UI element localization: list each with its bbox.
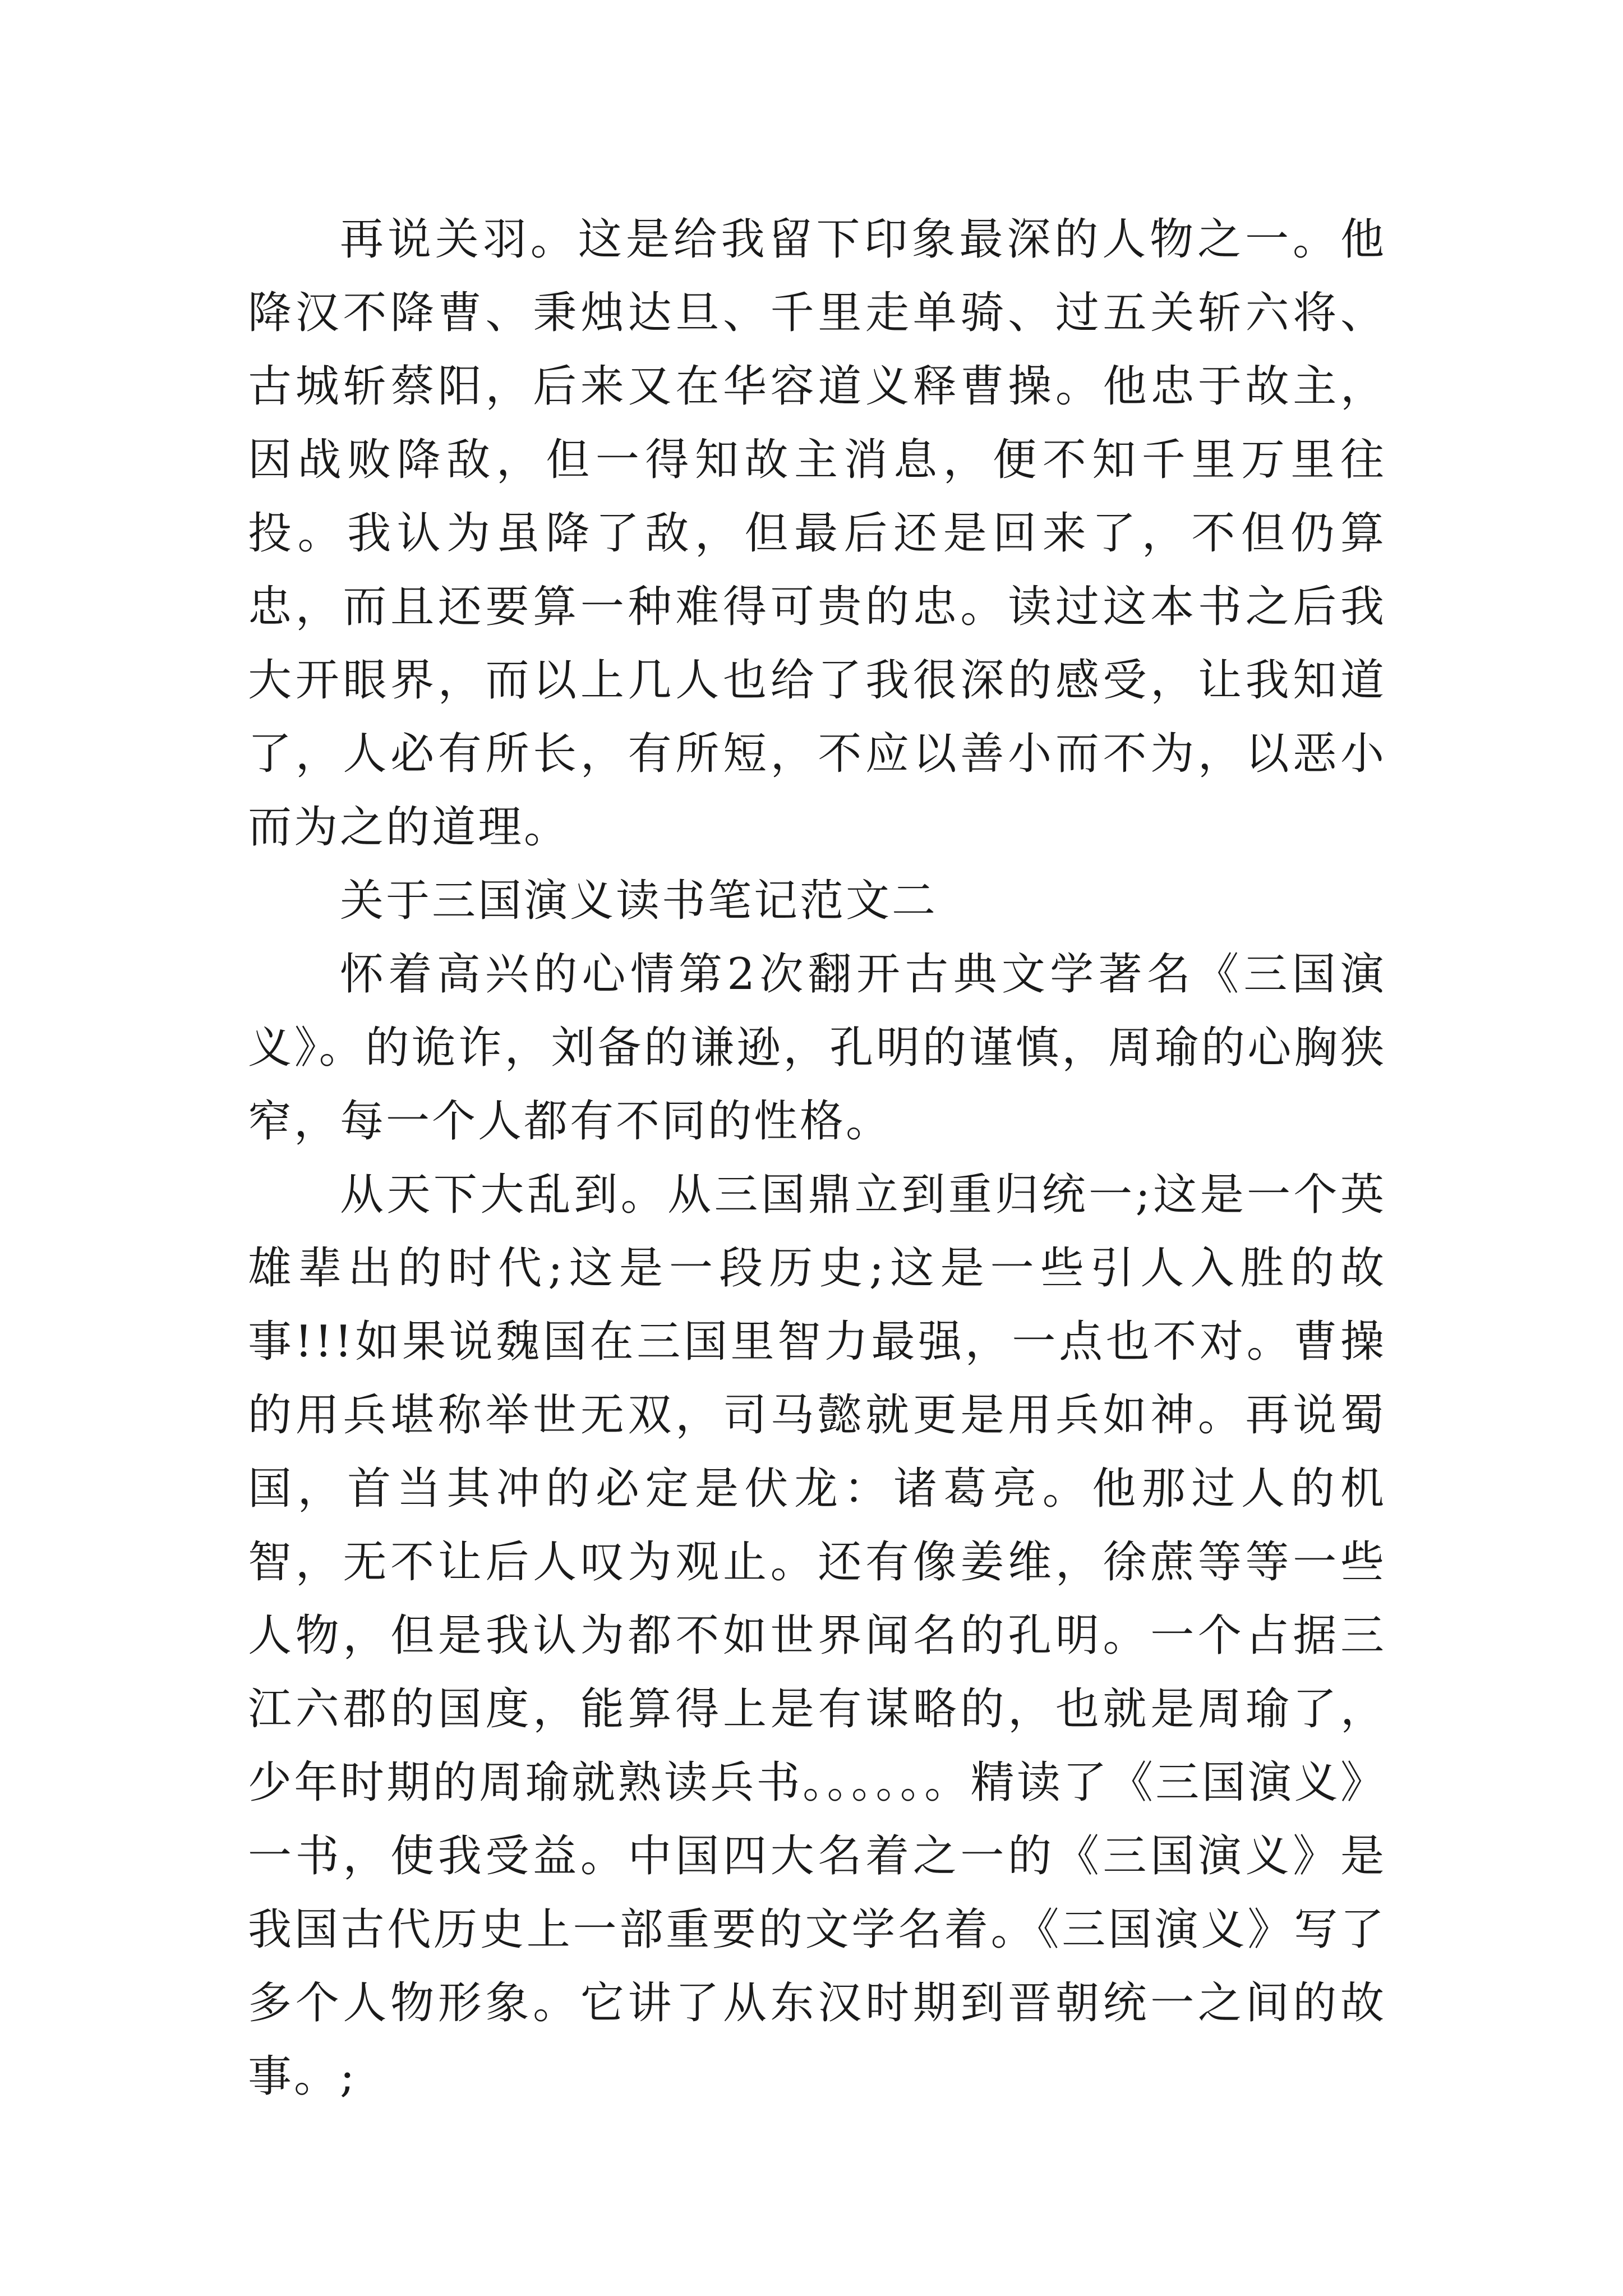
paragraph-three-kingdoms: 从天下大乱到。从三国鼎立到重归统一;这是一个英雄辈出的时代;这是一段历史;这是一些引人入胜的故事!!!如果说魏国在三国里智力最强，一点也不对。曹操的用兵堪称举世无双，司马懿就更是用兵如神。再说蜀国，首当其冲的必定是伏龙：诸葛亮。他那过人的机智，无不让后人叹为观止。还有像姜维，徐蔗等等一些人物，但是我认为都不如世界闻名的孔明。一个占据三江六郡的国度，能算得上是有谋略的，也就是周瑜了，少年时期的周瑜就熟读兵书。。。。。。精读了《三国演义》一书，使我受益。中国四大名着之一的《三国演义》是我国古代历史上一部重要的文学名着。《三国演义》写了多个人物形象。它讲了从东汉时期到晋朝统一之间的故事。;	[248, 1170, 1386, 2102]
paragraph-guan-yu: 再说关羽。这是给我留下印象最深的人物之一。他降汉不降曹、秉烛达旦、千里走单骑、过五关斩六将、古城斩蔡阳，后来又在华容道义释曹操。他忠于故主，因战败降敌，但一得知故主消息，便不知千里万里往投。我认为虽降了敌，但最后还是回来了，不但仍算忠，而且还要算一种难得可贵的忠。读过这本书之后我大开眼界，而以上几人也给了我很深的感受，让我知道了，人必有所长，有所短，不应以善小而不为，以恶小而为之的道理。	[248, 214, 1386, 853]
section-heading: 关于三国演义读书笔记范文二	[340, 876, 938, 926]
paragraph-intro: 怀着高兴的心情第2次翻开古典文学著名《三国演义》。的诡诈，刘备的谦逊，孔明的谨慎，周瑜的心胸狭窄，每一个人都有不同的性格。	[248, 949, 1386, 1147]
document-body	[248, 203, 1386, 2114]
